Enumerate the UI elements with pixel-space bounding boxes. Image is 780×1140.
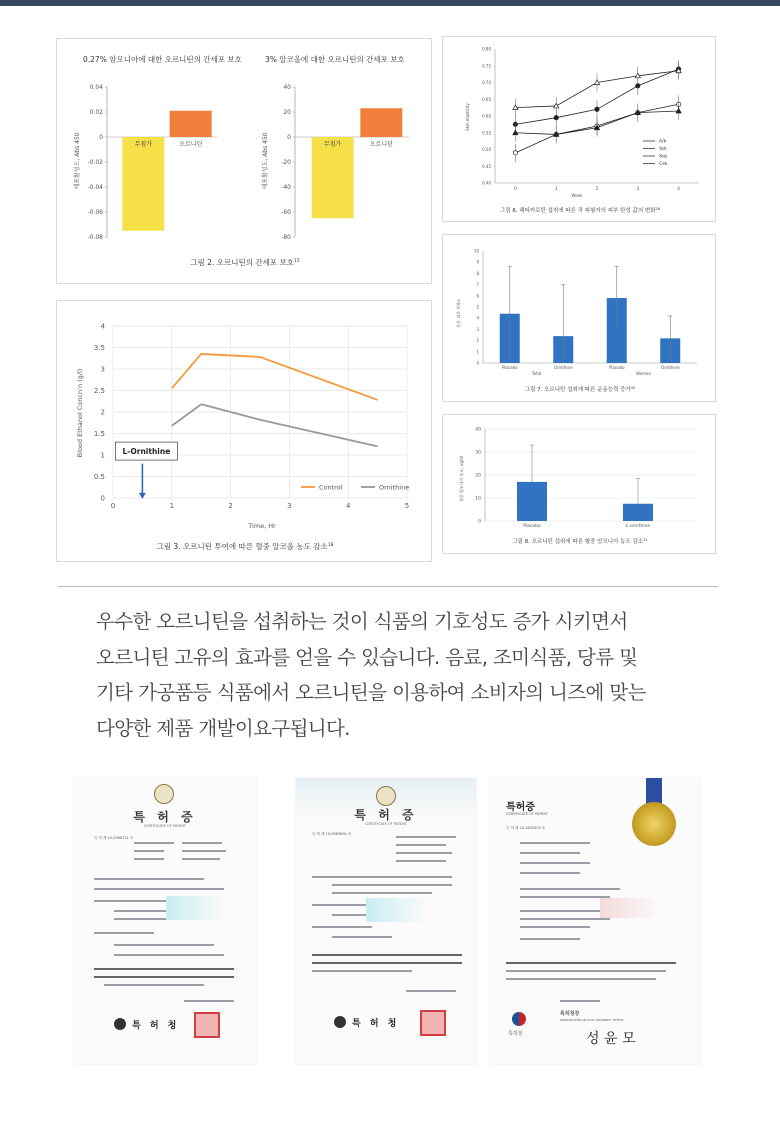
fig3-x-tick-label: 2: [228, 502, 233, 510]
fig2-left-y-tick-label: -0.06: [87, 209, 103, 216]
figure-2-left-ylabel: 세포활성도, Abs 450: [74, 132, 81, 190]
fig2-right-y-tick-label: 40: [283, 84, 291, 91]
fig8-category-label: L-ornithine: [625, 524, 651, 529]
fig6-point: [513, 151, 517, 155]
fig2-left-y-tick-label: 0.02: [89, 109, 103, 116]
fig6-y-tick-label: 0.60: [482, 113, 491, 119]
fig3-x-tick-label: 5: [404, 502, 410, 510]
patent-certificate-2: [296, 778, 476, 1064]
figure-7-panel: [442, 234, 716, 402]
figure-7-caption: 그림 7. 오르니틴 섭취에 따른 운동능력 증가$^{30}$: [524, 386, 636, 393]
fig3-y-tick-label: 2.5: [93, 387, 105, 395]
fig6-x-tick-label: 2: [595, 187, 599, 192]
fig2-left-y-tick-label: -0.02: [87, 159, 103, 166]
certificate-1-subtitle: CERTIFICATE OF PATENT: [143, 824, 187, 828]
fig2-right-y-tick-label: -40: [281, 184, 291, 191]
fig2-right-y-tick-label: -20: [281, 159, 291, 166]
certificate-2-stamp: [420, 1010, 446, 1036]
fig6-point: [595, 107, 599, 111]
certificate-3-issuer-en: KOREAN INTELLECTUAL PROPERTY OFFICE: [560, 1018, 624, 1022]
figure-2-caption: 그림 2. 오르니틴의 간세포 보호$^{15}$: [190, 258, 300, 267]
fig2-left-category-label: 무첨가: [134, 141, 153, 148]
body-line-3: 기타 가공품등 식품에서 오르니틴을 이용하여 소비자의 니즈에 맞는: [96, 681, 646, 704]
fig3-y-tick-label: 0.5: [93, 473, 105, 481]
fig8-y-tick-label: 0: [478, 519, 481, 525]
fig2-left-y-tick-label: -0.04: [87, 184, 103, 191]
patent-certificate-3: [490, 778, 700, 1064]
fig7-y-tick-label: 7: [476, 282, 479, 288]
fig6-legend-label: Cek: [659, 162, 668, 167]
certificate-2-title: 특 허 증: [354, 808, 418, 822]
certificate-3-signature: 성 윤 모: [586, 1031, 636, 1047]
fig3-series-ornithine: [172, 404, 378, 446]
fig6-x-tick-label: 1: [554, 187, 558, 192]
fig2-right-bar: [312, 137, 354, 218]
fig6-x-tick-label: 3: [636, 187, 640, 192]
figure-3-xlabel: Time, Hr: [248, 522, 276, 530]
fig7-category-label: Ornithine: [660, 365, 680, 370]
fig7-group-label: Women: [635, 371, 652, 376]
fig7-y-tick-label: 5: [476, 304, 479, 310]
figure-7-chart: [443, 235, 717, 403]
certificate-2-issuer: 특 허 청: [352, 1019, 400, 1029]
fig7-y-tick-label: 8: [476, 270, 479, 276]
certificate-1-number: 특 허 제 10-0368721 호: [94, 836, 134, 840]
figure-2-left-title: 0.27% 암모니아에 대한 오르니틴의 간세포 보호: [83, 55, 242, 64]
fig6-legend-label: A/h: [659, 139, 667, 145]
fig7-y-tick-label: 3: [476, 326, 479, 332]
certificate-2-emblem-icon: [376, 786, 396, 806]
figure-8-chart: [443, 415, 717, 555]
fig8-y-tick-label: 30: [475, 450, 481, 456]
figure-2-chart: [57, 39, 433, 285]
certificate-1-issuer: 특 허 청: [132, 1021, 180, 1031]
fig2-right-category-label: 오르니틴: [369, 141, 393, 148]
figure-6-caption: 그림 6. 헤티카로틴 섭취에 따른 각 피험자의 피부 탄성 값의 변화$^{26}$: [499, 207, 661, 214]
certificate-3-commissioner: 특허청장: [560, 1011, 580, 1017]
fig3-legend-label: Control: [319, 483, 343, 492]
fig6-legend-label: Yoq: [659, 154, 667, 160]
fig2-right-y-tick-label: 20: [283, 109, 291, 116]
figure-8-ylabel: 혈중 암모니아 농도, ug/dl: [459, 455, 464, 503]
fig2-right-bar: [360, 108, 402, 137]
fig3-y-tick-label: 1.5: [93, 430, 105, 438]
figure-6-xlabel: Week: [571, 193, 583, 198]
fig8-y-tick-label: 20: [475, 473, 481, 479]
fig2-left-bar: [170, 111, 212, 137]
fig3-y-tick-label: 0: [100, 494, 105, 503]
fig2-right-category-label: 무첨가: [323, 141, 342, 148]
fig3-x-tick-label: 4: [345, 502, 351, 510]
fig7-category-label: Placebo: [501, 365, 518, 370]
fig8-y-tick-label: 10: [475, 496, 481, 502]
fig2-left-y-tick-label: 0: [99, 134, 103, 141]
figure-8-caption: 그림 8. 오르니틴 섭취에 따른 혈중 암모니아 농도 감소$^{31}$: [512, 538, 648, 545]
fig6-y-tick-label: 0.55: [482, 130, 491, 136]
fig2-left-y-tick-label: -0.08: [87, 234, 103, 241]
fig3-series-control: [172, 354, 378, 400]
figure-3-ylabel: Blood Ethanol Concn'n (g/l): [76, 368, 84, 458]
fig2-left-bar: [122, 137, 164, 231]
fig3-y-tick-label: 2: [100, 408, 105, 417]
certificate-1-stamp: [194, 1012, 220, 1038]
figure-3-panel: [56, 300, 432, 562]
fig6-x-tick-label: 4: [677, 187, 681, 192]
fig3-y-tick-label: 3: [100, 365, 105, 374]
fig3-x-tick-label: 1: [169, 502, 175, 510]
certificate-1-logo-icon: [114, 1018, 126, 1030]
certificate-3-issuer: 특허청: [508, 1031, 523, 1037]
fig8-category-label: Placebo: [523, 524, 541, 529]
figure-6-chart: [443, 37, 717, 223]
certificate-1-emblem-icon: [154, 784, 174, 804]
figure-7-ylabel: 운동 피로 회복도: [456, 298, 461, 328]
body-line-1: 우수한 오르니틴을 섭취하는 것이 식품의 기호성도 증가 시키면서: [96, 610, 628, 633]
body-line-4: 다양한 제품 개발이요구됩니다.: [96, 716, 350, 740]
fig8-bar: [517, 482, 547, 521]
figure-2-right-title: 3% 알코올에 대한 오르니틴의 간세포 보호: [265, 55, 405, 64]
fig3-y-tick-label: 4: [100, 322, 105, 331]
fig7-category-label: Placebo: [608, 365, 625, 370]
fig3-x-tick-label: 3: [287, 502, 292, 510]
section-divider: [58, 586, 718, 587]
fig3-annotation-label: L-Ornithine: [122, 447, 171, 457]
certificate-1-title: 특 허 증: [133, 810, 197, 824]
fig7-y-tick-label: 1: [476, 349, 479, 355]
fig7-y-tick-label: 6: [476, 293, 479, 299]
fig7-category-label: Ornithine: [553, 365, 573, 370]
patent-certificate-1: [74, 778, 256, 1064]
fig6-y-tick-label: 0.45: [482, 163, 491, 169]
fig7-group-label: Total: [531, 371, 542, 376]
top-border: [0, 0, 780, 6]
fig6-y-tick-label: 0.80: [482, 46, 491, 52]
certificate-3-seal-icon: [632, 802, 676, 846]
fig8-bar: [623, 504, 653, 521]
fig6-legend-label: Yoh: [659, 147, 667, 152]
fig7-y-tick-label: 9: [476, 259, 479, 265]
certificate-3-number: 특 허 제 10-1843553 호: [506, 826, 546, 830]
fig8-y-tick-label: 40: [475, 427, 481, 433]
fig7-y-tick-label: 4: [476, 315, 479, 321]
certificate-2-subtitle: CERTIFICATE OF PATENT: [364, 822, 408, 826]
figure-3-chart: [57, 301, 433, 563]
body-line-2: 오르니틴 고유의 효과를 얻을 수 있습니다. 음료, 조미식품, 당류 및: [96, 645, 638, 669]
fig6-y-tick-label: 0.70: [482, 80, 491, 85]
fig3-y-tick-label: 1: [100, 451, 105, 460]
fig6-y-tick-label: 0.40: [482, 180, 491, 186]
figure-8-panel: [442, 414, 716, 554]
fig7-y-tick-label: 10: [473, 248, 479, 254]
fig2-right-y-tick-label: -80: [281, 234, 291, 241]
figure-6-panel: [442, 36, 716, 222]
figure-3-caption: 그림 3. 오르니틴 투여에 따른 혈중 알코올 농도 감소$^{18}$: [156, 542, 334, 551]
fig6-y-tick-label: 0.75: [482, 63, 491, 69]
certificate-2-number: 특 허 제 10-0963690 호: [312, 832, 352, 836]
certificate-3-title: 특허증: [506, 802, 535, 813]
fig3-x-tick-label: 0: [110, 502, 116, 510]
fig2-right-y-tick-label: -60: [281, 209, 291, 216]
fig6-y-tick-label: 0.65: [482, 96, 491, 102]
figure-6-ylabel: Skin elasticity: [465, 103, 470, 131]
fig6-y-tick-label: 0.50: [482, 147, 491, 152]
certificate-3-emblem-icon: [512, 1012, 526, 1026]
fig6-point: [554, 115, 558, 119]
certificate-3-subtitle: CERTIFICATE OF PATENT: [506, 812, 549, 816]
figure-2-right-ylabel: 세포활성도, Abs 450: [262, 132, 269, 190]
certificate-2-logo-icon: [334, 1016, 346, 1028]
fig7-y-tick-label: 2: [476, 338, 479, 344]
body-paragraph: [96, 604, 696, 746]
fig6-x-tick-label: 0: [513, 187, 517, 192]
fig2-right-y-tick-label: 0: [287, 134, 291, 141]
fig3-legend-label: Ornithine: [379, 483, 410, 492]
figure-2-panel: [56, 38, 432, 284]
fig3-y-tick-label: 3.5: [93, 344, 105, 352]
fig7-y-tick-label: 0: [476, 360, 479, 366]
fig2-left-category-label: 오르니틴: [179, 141, 203, 148]
fig2-left-y-tick-label: 0.04: [89, 84, 103, 91]
